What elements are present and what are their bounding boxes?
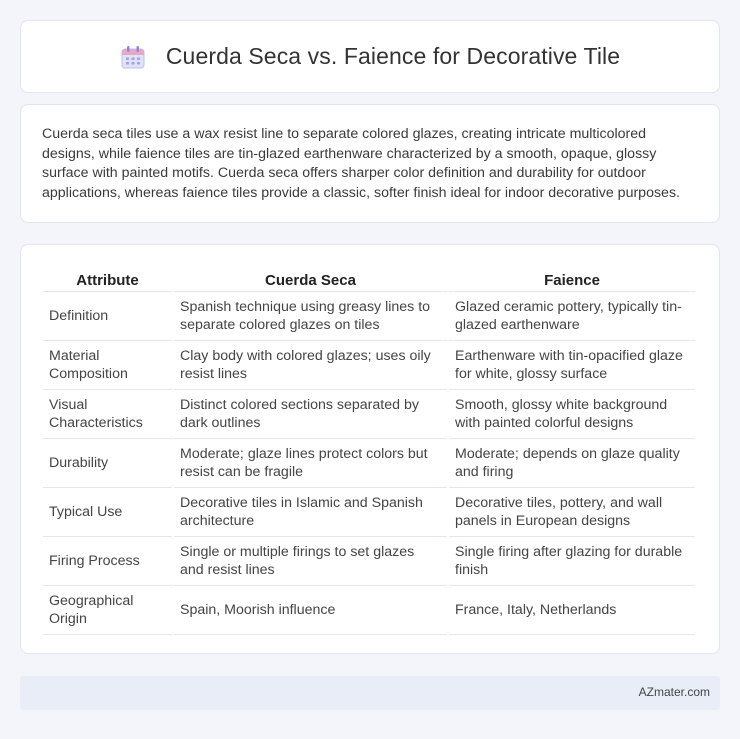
title-wrap (120, 43, 620, 70)
cuerda-seca-cell: Clay body with colored glazes; uses oily resist lines (174, 341, 447, 390)
attribute-cell: Visual Characteristics (43, 390, 172, 439)
cuerda-seca-cell: Moderate; glaze lines protect colors but resist can be fragile (174, 439, 447, 488)
faience-cell: Moderate; depends on glaze quality and firing (449, 439, 695, 488)
summary-card (20, 104, 720, 223)
attribute-cell: Firing Process (43, 537, 172, 586)
cuerda-seca-cell: Single or multiple firings to set glazes and resist lines (174, 537, 447, 586)
attribute-cell: Typical Use (43, 488, 172, 537)
table-header-row (43, 265, 695, 292)
column-header-faience: Faience (449, 265, 695, 292)
cuerda-seca-cell: Distinct colored sections separated by dark outlines (174, 390, 447, 439)
cuerda-seca-cell: Spanish technique using greasy lines to separate colored glazes on tiles (174, 292, 447, 341)
faience-cell: Decorative tiles, pottery, and wall panels in European designs (449, 488, 695, 537)
table-row (43, 341, 695, 390)
faience-cell: Single firing after glazing for durable finish (449, 537, 695, 586)
table-row (43, 390, 695, 439)
title-card (20, 20, 720, 93)
faience-cell: France, Italy, Netherlands (449, 586, 695, 635)
table-card (20, 244, 720, 654)
attribute-cell: Geographical Origin (43, 586, 172, 635)
comparison-table (41, 265, 697, 635)
page-title: Cuerda Seca vs. Faience for Decorative Tile (165, 43, 621, 69)
calendar-icon (120, 44, 146, 70)
column-header-cuerda-seca: Cuerda Seca (174, 265, 447, 292)
attribute-cell: Durability (43, 439, 172, 488)
table-row (43, 292, 695, 341)
table-row (43, 537, 695, 586)
footer-brand-link[interactable]: AZmater.com (638, 685, 710, 699)
summary-text: Cuerda seca tiles use a wax resist line to separate colored glazes, creating intricate multicolored designs, while faience tiles are tin-glazed earthenware characterized by a smooth, opaque, glossy surface with painted motifs. Cuerda seca offers sharper color definition and durability for outdoor applications, whereas faience tiles provide a classic, softer finish ideal for indoor decorative purposes. (42, 126, 680, 201)
attribute-cell: Material Composition (43, 341, 172, 390)
table-row (43, 586, 695, 635)
faience-cell: Earthenware with tin-opacified glaze for white, glossy surface (449, 341, 695, 390)
faience-cell: Glazed ceramic pottery, typically tin-glazed earthenware (449, 292, 695, 341)
faience-cell: Smooth, glossy white background with painted colorful designs (449, 390, 695, 439)
column-header-attribute: Attribute (43, 265, 172, 292)
footer-bar (20, 676, 720, 710)
cuerda-seca-cell: Decorative tiles in Islamic and Spanish architecture (174, 488, 447, 537)
table-row (43, 488, 695, 537)
cuerda-seca-cell: Spain, Moorish influence (174, 586, 447, 635)
table-row (43, 439, 695, 488)
attribute-cell: Definition (43, 292, 172, 341)
